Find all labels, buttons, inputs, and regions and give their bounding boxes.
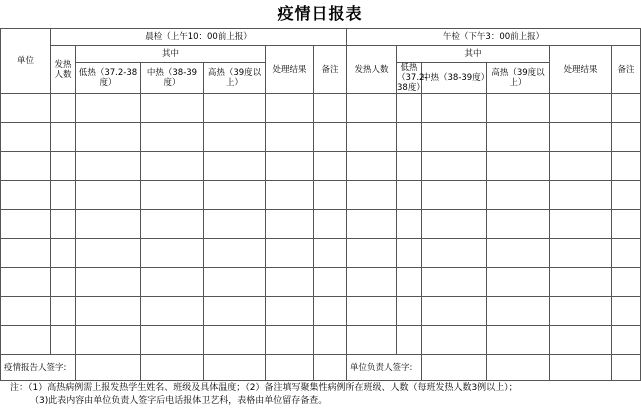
morning-low-fever-header: 低热（37.2-38度） — [76, 63, 141, 94]
afternoon-among-header: 其中 — [397, 46, 550, 63]
morning-high-fever-header: 高热（39度以上） — [204, 63, 266, 94]
unit-header: 单位 — [1, 29, 51, 94]
reporter-signature-field[interactable] — [76, 355, 141, 381]
table-row — [1, 94, 641, 123]
afternoon-high-fever-header: 高热（39度以上） — [487, 63, 550, 94]
unit-head-signature-label: 单位负责人签字: — [347, 355, 422, 381]
table-row — [1, 268, 641, 297]
morning-check-header: 晨检（上午10：00前上报） — [51, 29, 347, 46]
reporter-signature-label: 疫情报告人签字: — [1, 355, 76, 381]
table-row — [1, 326, 641, 355]
note-line-2: （3)此表内容由单位负责人签字后电话报体卫艺科，表格由单位留存备查。 — [30, 396, 328, 406]
afternoon-check-header: 午检（下午3：00前上报） — [347, 29, 641, 46]
page-title: 疫情日报表 — [277, 4, 363, 23]
table-row — [1, 297, 641, 326]
afternoon-mid-fever-header: 中热（38-39度） — [422, 63, 487, 94]
morning-remark-header: 备注 — [314, 46, 347, 94]
afternoon-low-fever-header: 低热（37.2-38度） — [397, 63, 428, 93]
unit-head-signature-field[interactable] — [422, 355, 487, 381]
morning-fever-count-header: 发热人数 — [51, 46, 76, 94]
table-row — [1, 123, 641, 152]
table-row — [1, 239, 641, 268]
morning-among-header: 其中 — [76, 46, 266, 63]
table-row — [1, 210, 641, 239]
table-row — [1, 181, 641, 210]
afternoon-remark-header: 备注 — [612, 46, 641, 94]
signature-row — [1, 355, 641, 381]
afternoon-fever-count-header: 发热人数 — [347, 46, 397, 94]
morning-result-header: 处理结果 — [266, 46, 314, 94]
morning-mid-fever-header: 中热（38-39度） — [141, 63, 204, 94]
table-row — [1, 152, 641, 181]
notes — [0, 382, 640, 412]
epidemic-report-table — [0, 28, 641, 381]
note-line-1: 注：（1）高热病例需上报发热学生姓名、班级及具体温度；（2）备注填写聚集性病例所在班级、人数（每班发热人数3例以上）； — [10, 383, 518, 393]
afternoon-result-header: 处理结果 — [550, 46, 612, 94]
